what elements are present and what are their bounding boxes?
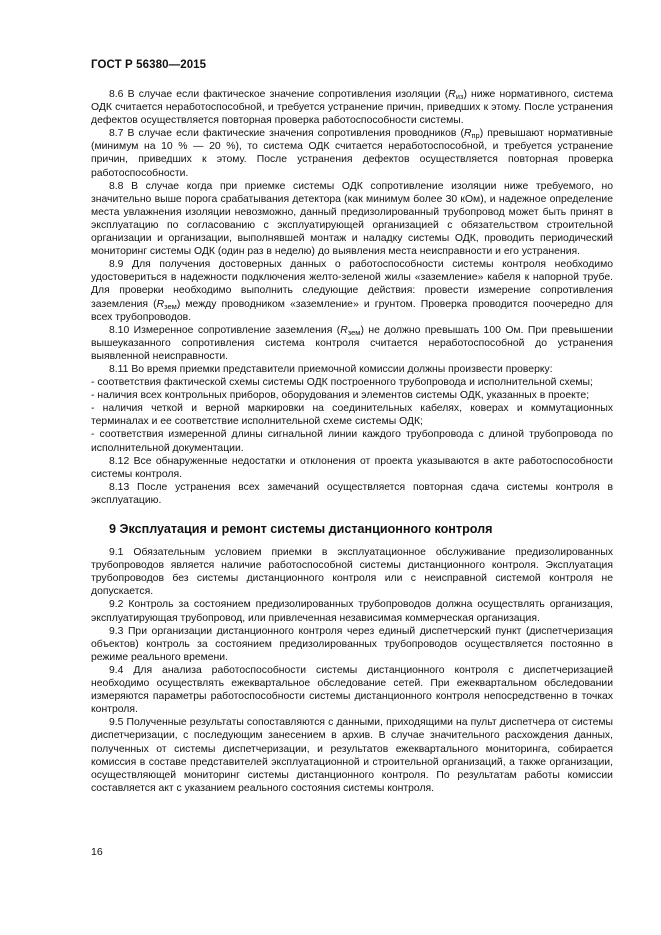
clause-9-1: 9.1 Обязательным условием приемки в эксплуатационное обслуживание предизолированных трубопроводов является наличие работоспособной системы дистанционного контроля. Эксплуатация трубопроводов без системы дистанционного контроля или с неисправной системой контроля не допускается. [91, 547, 613, 598]
checklist-item: - соответствия фактической схемы системы ОДК построенного трубопровода и исполнительной схемы; [91, 377, 593, 389]
clause-9-5: 9.5 Полученные результаты сопоставляются с данными, приходящими на пульт диспетчера от системы диспетчеризации, с последующим занесением в архив. В случае значительного расхождения данных, полученных от системы диспетчеризации, и результатов ежеквартального мониторинга, собирается комиссия в составе представителей эксплуатационной и строительной организаций, а также организации, осуществляющей мониторинг системы дистанционного контроля. По результатам работы комиссии составляется акт с указанием реального состояния системы контроля. [91, 717, 613, 794]
checklist-item: - наличия всех контрольных приборов, оборудования и элементов системы ОДК, указанных в проекте; [91, 390, 590, 402]
standard-header: ГОСТ Р 56380—2015 [91, 59, 207, 71]
clause-8-11: 8.11 Во время приемки представители приемочной комиссии должны произвести проверку: [109, 363, 553, 375]
clause-8-12: 8.12 Все обнаруженные недостатки и отклонения от проекта указываются в акте работоспособности системы контроля. [91, 455, 613, 480]
checklist-item: - наличия четкой и верной маркировки на соединительных кабелях, коверах и коммутационных терминалах и ее соответствие исполнительной схеме системы ОДК; [91, 403, 613, 428]
clause-8-8: 8.8 В случае когда при приемке системы ОДК сопротивление изоляции ниже требуемого, но значительно выше порога срабатывания детектора (как минимум более 30 кОм), и надежное определение места увлажнения изоляции невозможно, данный предизолированный трубопровод может быть принят в эксплуатацию по согласованию с эксплуатирующей организацией с обязательством строительной организации и организации, выполнявшей монтаж и наладку системы ОДК, проводить периодический мониторинг системы ОДК (один раз в неделю) до выявления места неисправности и его устранения. [91, 180, 613, 258]
clause-9-3: 9.3 При организации дистанционного контроля через единый диспетчерский пункт (диспетчеризация объектов) контроль за состоянием предизолированных трубопроводов осуществляется постоянно в режиме реального времени. [91, 625, 613, 663]
clause-8-6: 8.6 В случае если фактическое значение сопротивления изоляции $(R_{из})$ ниже нормативного, система ОДК считается неработоспособной, и требуется устранение причин, приведших к этому. После устранения дефектов осуществляется повторная проверка работоспособности системы. [91, 89, 614, 127]
section-9-heading: 9 Эксплуатация и ремонт системы дистанционного контроля [109, 522, 493, 536]
checklist-item: - соответствия измеренной длины сигнальной линии каждого трубопровода с длиной трубопровода по исполнительной документации. [91, 429, 613, 454]
clause-8-7: 8.7 В случае если фактические значения сопротивления проводников $(R_{пр})$ превышают нормативные (минимум на 10 % — 20 %), то система ОДК считается неработоспособной, и требуется устранение причин, приведших к этому. После устранения дефектов осуществляется повторная проверка работоспособности. [91, 128, 613, 179]
clause-8-10: 8.10 Измеренное сопротивление заземления $(R_{зем})$ не должно превышать 100 Ом. При превышении вышеуказанного сопротивления система контроля считается неработоспособной до устранения выявленной неисправности. [91, 324, 613, 362]
clause-9-2: 9.2 Контроль за состоянием предизолированных трубопроводов должна осуществлять организация, эксплуатирующая трубопровод, или привлеченная независимая коммерческая организация. [91, 599, 613, 624]
clause-8-9: 8.9 Для получения достоверных данных о работоспособности системы контроля необходимо удостовериться в надежности подключения желто-зеленой жилы «заземление» кабеля к напорной трубе. Для проверки необходимо выполнить следующие действия: провести измерение сопротивления заземления $(R_{зем})$ между проводником «заземление» и грунтом. Проверка проводится поочередно для всех трубопроводов. [91, 259, 613, 323]
page-body [91, 88, 613, 795]
clause-9-4: 9.4 Для анализа работоспособности системы дистанционного контроля с диспетчеризацией необходимо осуществлять ежеквартальное обследование сетей. При ежеквартальном обследовании измеряются параметры работоспособности системы дистанционного контроля непосредственно в точках контроля. [91, 664, 613, 716]
page-number: 16 [91, 846, 103, 858]
clause-8-13: 8.13 После устранения всех замечаний осуществляется повторная сдача системы контроля в эксплуатацию. [91, 481, 613, 506]
